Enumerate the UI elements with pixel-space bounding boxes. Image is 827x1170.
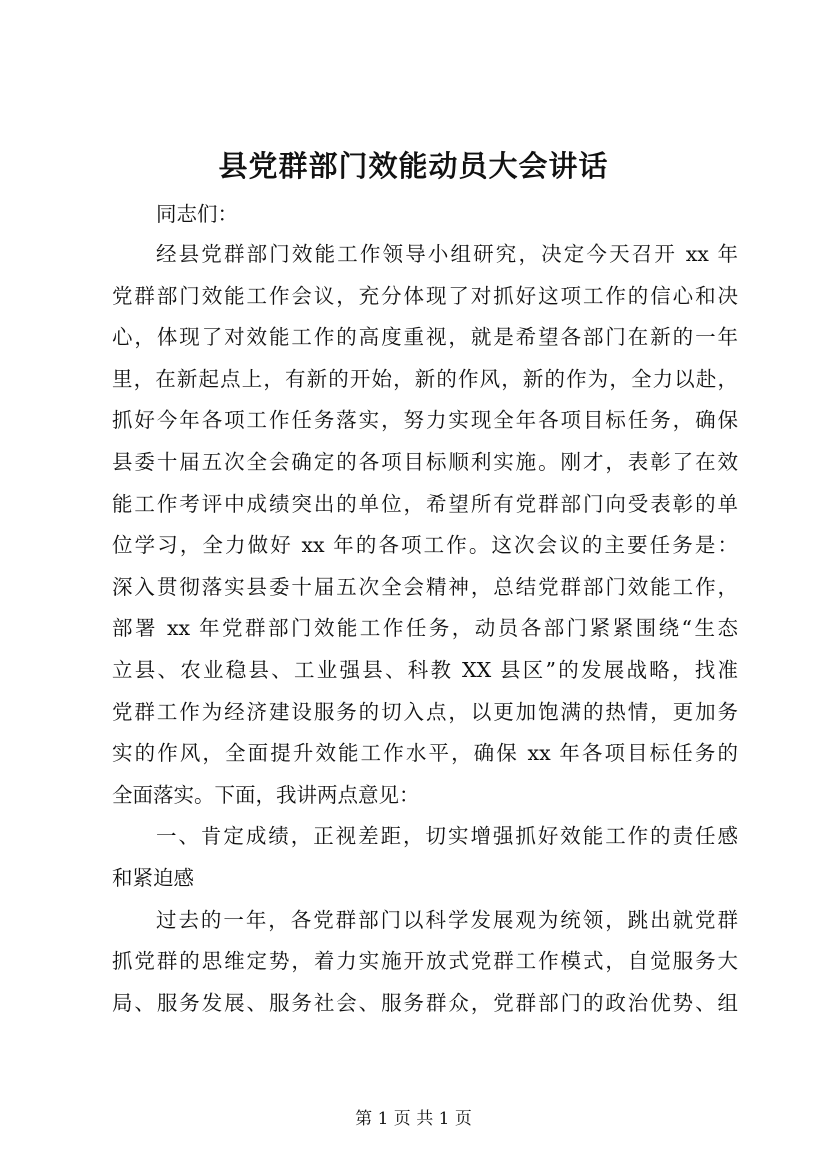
paragraph-line: 能工作考评中成绩突出的单位，希望所有党群部门向受表彰的单 [112,491,738,516]
paragraph-line: 全面落实。下面，我讲两点意见： [112,782,420,807]
paragraph-line: 党群部门效能工作会议，充分体现了对抓好这项工作的信心和决 [112,283,738,308]
greeting: 同志们： [156,202,238,226]
paragraph-line: 县委十届五次全会确定的各项目标顺利实施。刚才，表彰了在效 [112,449,738,474]
paragraph-line: 抓党群的思维定势，着力实施开放式党群工作模式，自觉服务大 [112,949,738,974]
paragraph-line: 抓好今年各项工作任务落实，努力实现全年各项目标任务，确保 [112,408,738,433]
paragraph-line: 经县党群部门效能工作领导小组研究，决定今天召开 xx 年 [156,242,738,266]
document-title: 县党群部门效能动员大会讲话 [218,149,609,183]
paragraph-line: 里，在新起点上，有新的开始，新的作风，新的作为，全力以赴， [112,366,738,391]
paragraph-line: 位学习，全力做好 xx 年的各项工作。这次会议的主要任务是： [112,533,738,558]
section-heading-line: 一、肯定成绩，正视差距，切实增强抓好效能工作的责任感 [156,824,738,849]
paragraph-line: 部署 xx 年党群部门效能工作任务，动员各部门紧紧围绕“生态 [112,616,738,641]
paragraph-line: 局、服务发展、服务社会、服务群众，党群部门的政治优势、组 [112,990,738,1015]
paragraph-line: 深入贯彻落实县委十届五次全会精神，总结党群部门效能工作， [112,574,738,599]
paragraph-line: 实的作风，全面提升效能工作水平，确保 xx 年各项目标任务的 [112,741,738,766]
paragraph-line: 过去的一年，各党群部门以科学发展观为统领，跳出就党群 [156,907,738,932]
body-text [112,234,738,1024]
paragraph-line: 立县、农业稳县、工业强县、科教 XX 县区”的发展战略，找准 [112,657,738,682]
paragraph-line: 党群工作为经济建设服务的切入点，以更加饱满的热情，更加务 [112,699,738,724]
section-heading-line: 和紧迫感 [112,865,194,890]
page-number-footer: 第 1 页 共 1 页 [355,1109,472,1129]
paragraph-line: 心，体现了对效能工作的高度重视，就是希望各部门在新的一年 [112,325,738,350]
